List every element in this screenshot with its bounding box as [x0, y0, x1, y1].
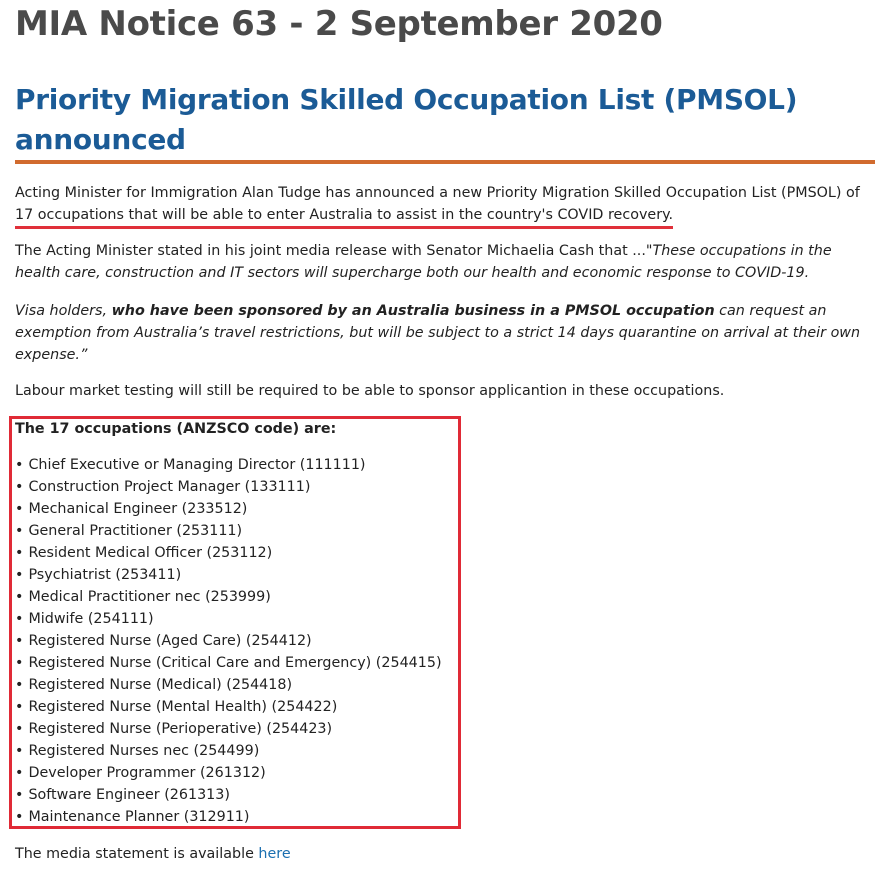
exemption-end: can request an exemption from Australia’s travel restrictions, but will be subject to a strict 14 days quarantine on arrival at their own expense.”	[15, 303, 861, 363]
bullet-icon: •	[15, 501, 24, 517]
occupation-label: Psychiatrist (253411)	[28, 567, 182, 583]
occupation-label: Developer Programmer (261312)	[28, 765, 266, 781]
occupations-list	[15, 454, 442, 828]
quote-intro: The Acting Minister stated in his joint media release with Senator Michaelia Cash that ...	[15, 243, 646, 259]
highlighted-text: 17 occupations that will be able to enter Australia to assist in the country's COVID recovery.	[15, 207, 674, 223]
occupation-label: General Practitioner (253111)	[28, 523, 243, 539]
list-item	[15, 520, 442, 542]
exemption-emphasis: who have been sponsored by an Australia business in a PMSOL occupation	[111, 303, 715, 319]
bullet-icon: •	[15, 787, 24, 803]
article-title: Priority Migration Skilled Occupation List (PMSOL) announced	[15, 83, 798, 156]
occupation-label: Registered Nurse (Mental Health) (254422)	[28, 699, 338, 715]
list-item	[15, 586, 442, 608]
list-item	[15, 476, 442, 498]
occupation-label: Software Engineer (261313)	[28, 787, 230, 803]
occupation-label: Registered Nurse (Critical Care and Emergency) (254415)	[28, 655, 442, 671]
notice-title: MIA Notice 63 - 2 September 2020	[15, 4, 663, 44]
bullet-icon: •	[15, 479, 24, 495]
bullet-icon: •	[15, 743, 24, 759]
bullet-icon: •	[15, 457, 24, 473]
intro-text: Acting Minister for Immigration Alan Tudge has announced a new Priority Migration Skilled Occupation List (PMSOL) of	[15, 185, 860, 201]
bullet-icon: •	[15, 809, 24, 825]
list-item	[15, 806, 442, 828]
list-item	[15, 542, 442, 564]
bullet-icon: •	[15, 611, 24, 627]
occupations-heading: The 17 occupations (ANZSCO code) are:	[15, 421, 337, 437]
occupation-label: Registered Nurse (Perioperative) (254423)	[28, 721, 333, 737]
list-item	[15, 740, 442, 762]
bullet-icon: •	[15, 655, 24, 671]
bullet-icon: •	[15, 699, 24, 715]
list-item	[15, 608, 442, 630]
occupation-label: Registered Nurse (Medical) (254418)	[28, 677, 293, 693]
list-item	[15, 652, 442, 674]
bullet-icon: •	[15, 633, 24, 649]
list-item	[15, 564, 442, 586]
bullet-icon: •	[15, 567, 24, 583]
occupation-label: Registered Nurses nec (254499)	[28, 743, 260, 759]
exemption-start: Visa holders,	[15, 303, 112, 319]
list-item	[15, 696, 442, 718]
bullet-icon: •	[15, 545, 24, 561]
occupation-label: Mechanical Engineer (233512)	[28, 501, 248, 517]
list-item	[15, 674, 442, 696]
occupation-label: Chief Executive or Managing Director (111111)	[28, 457, 366, 473]
list-item	[15, 630, 442, 652]
exemption-paragraph	[15, 300, 873, 366]
bullet-icon: •	[15, 721, 24, 737]
media-statement-link[interactable]: here	[258, 846, 291, 862]
list-item	[15, 498, 442, 520]
list-item	[15, 784, 442, 806]
occupation-label: Maintenance Planner (312911)	[28, 809, 250, 825]
list-item	[15, 718, 442, 740]
highlighted-phrase	[15, 207, 673, 223]
title-divider	[15, 160, 875, 164]
occupation-label: Registered Nurse (Aged Care) (254412)	[28, 633, 312, 649]
quote-text: "These occupations in the health care, construction and IT sectors will supercharge both our health and economic response to COVID-19.	[15, 243, 832, 281]
bullet-icon: •	[15, 589, 24, 605]
occupation-label: Resident Medical Officer (253112)	[28, 545, 273, 561]
list-item	[15, 762, 442, 784]
bullet-icon: •	[15, 765, 24, 781]
bullet-icon: •	[15, 677, 24, 693]
intro-paragraph	[15, 182, 873, 226]
media-statement-text: The media statement is available	[15, 846, 259, 862]
list-item	[15, 454, 442, 476]
quote-paragraph	[15, 240, 873, 284]
labour-market-paragraph: Labour market testing will still be required to be able to sponsor applicantion in these occupations.	[15, 383, 725, 399]
occupation-label: Medical Practitioner nec (253999)	[28, 589, 271, 605]
media-statement-paragraph	[15, 843, 873, 865]
occupation-label: Midwife (254111)	[28, 611, 154, 627]
bullet-icon: •	[15, 523, 24, 539]
red-underline-annotation	[15, 226, 673, 229]
occupation-label: Construction Project Manager (133111)	[28, 479, 311, 495]
